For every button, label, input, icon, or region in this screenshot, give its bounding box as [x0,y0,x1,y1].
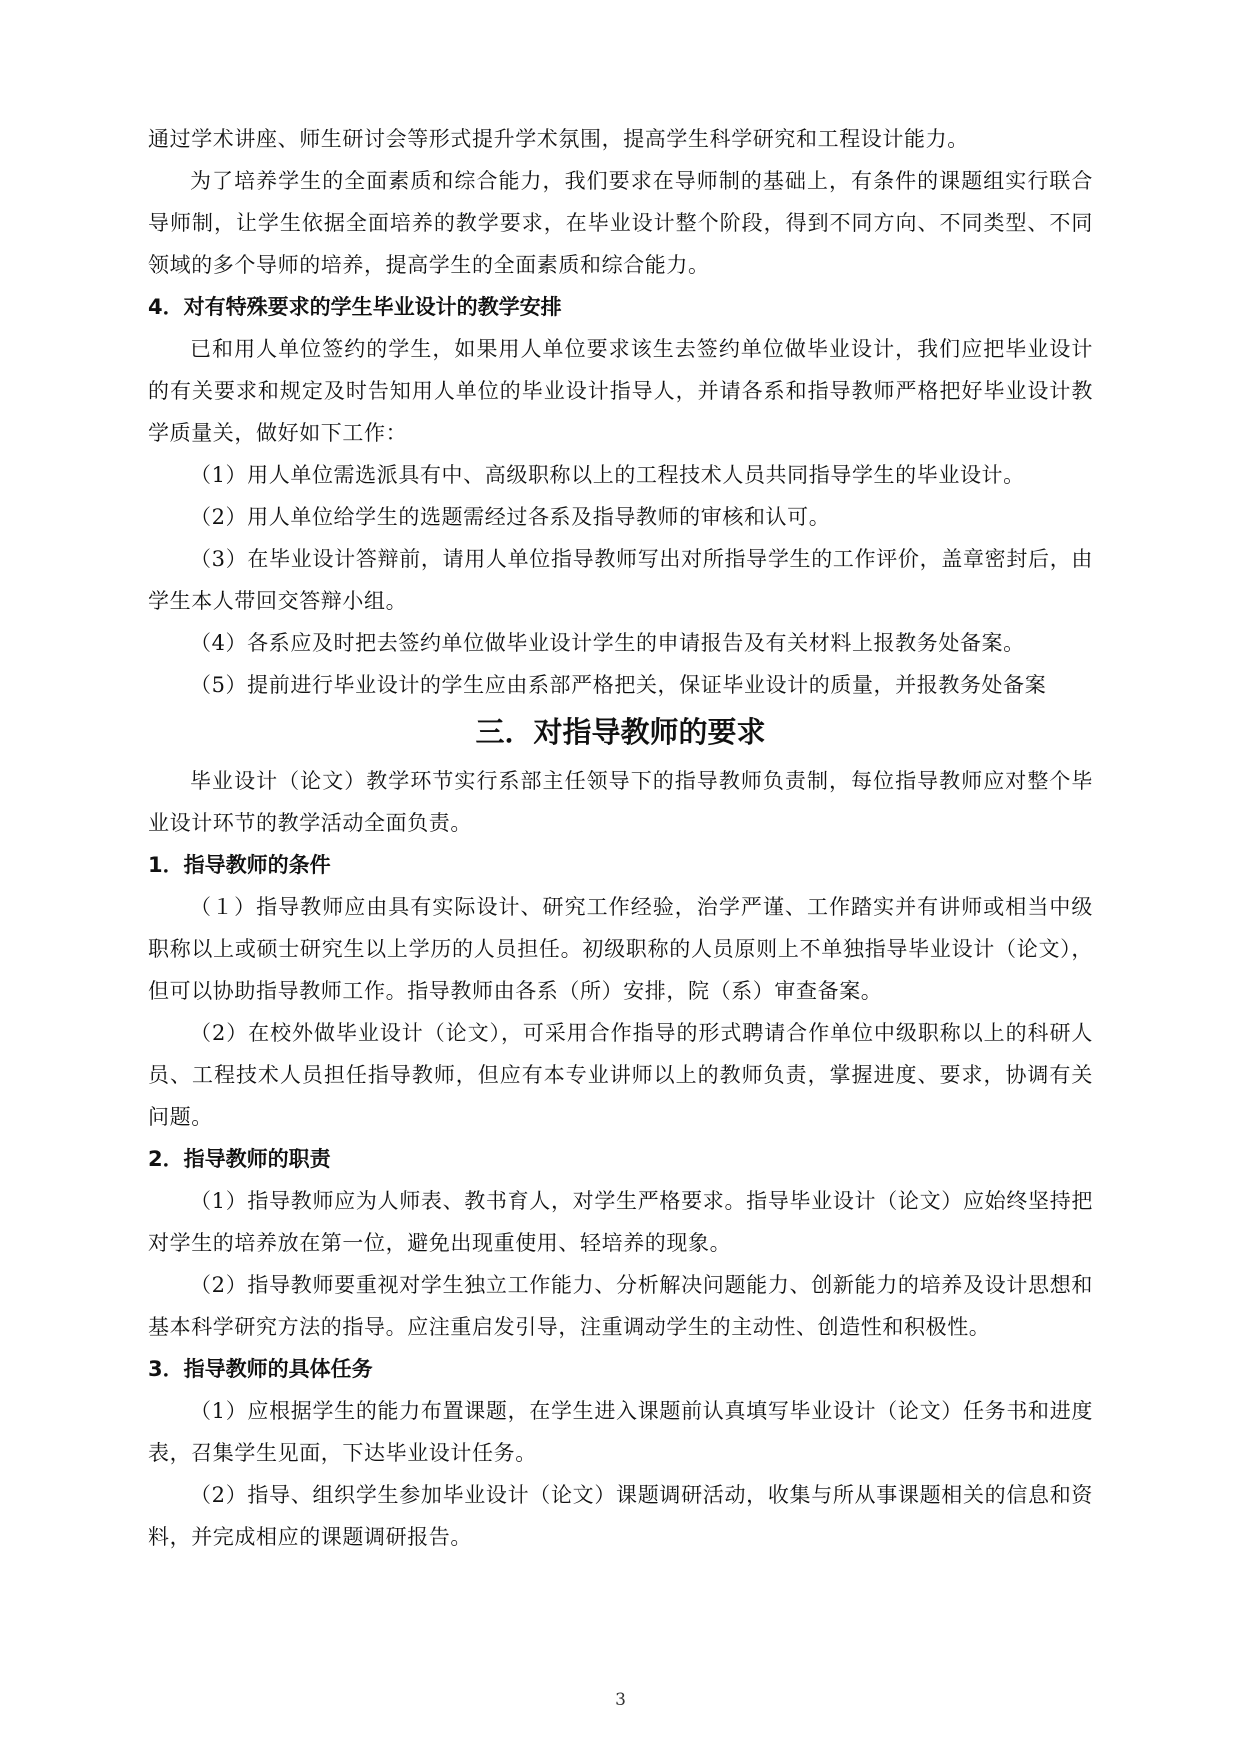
section-4-intro: 已和用人单位签约的学生，如果用人单位要求该生去签约单位做毕业设计，我们应把毕业设计的有关要求和规定及时告知用人单位的毕业设计指导人，并请各系和指导教师严格把好毕业设计教学质量关，做好如下工作： [148,337,1093,445]
page-number: 3 [615,1690,626,1710]
paragraph-continued: 通过学术讲座、师生研讨会等形式提升学术氛围，提高学生科学研究和工程设计能力。 [148,127,969,151]
section-4-item-2: （2）用人单位给学生的选题需经过各系及指导教师的审核和认可。 [190,505,831,529]
paragraph-joint-mentorship: 为了培养学生的全面素质和综合能力，我们要求在导师制的基础上，有条件的课题组实行联合导师制，让学生依据全面培养的教学要求，在毕业设计整个阶段，得到不同方向、不同类型、不同领域的多个导师的培养，提高学生的全面素质和综合能力。 [148,169,1093,277]
section-4-item-5: （5）提前进行毕业设计的学生应由系部严格把关，保证毕业设计的质量，并报教务处备案 [190,673,1047,697]
subsection-1-item-2: （2）在校外做毕业设计（论文），可采用合作指导的形式聘请合作单位中级职称以上的科研人员、工程技术人员担任指导教师，但应有本专业讲师以上的教师负责，掌握进度、要求，协调有关问题。 [148,1021,1093,1129]
page-body [148,118,1093,1558]
section-4-item-3: （3）在毕业设计答辩前，请用人单位指导教师写出对所指导学生的工作评价，盖章密封后，由学生本人带回交答辩小组。 [148,547,1093,613]
section-4-item-1: （1）用人单位需选派具有中、高级职称以上的工程技术人员共同指导学生的毕业设计。 [190,463,1025,487]
section-4-heading: 4．对有特殊要求的学生毕业设计的教学安排 [148,295,562,319]
subsection-1-heading: 1．指导教师的条件 [148,853,331,877]
subsection-1-item-1: （１）指导教师应由具有实际设计、研究工作经验，治学严谨、工作踏实并有讲师或相当中级职称以上或硕士研究生以上学历的人员担任。初级职称的人员原则上不单独指导毕业设计（论文），但可以协助指导教师工作。指导教师由各系（所）安排，院（系）审查备案。 [148,895,1093,1003]
subsection-2-item-2: （2）指导教师要重视对学生独立工作能力、分析解决问题能力、创新能力的培养及设计思想和基本科学研究方法的指导。应注重启发引导，注重调动学生的主动性、创造性和积极性。 [148,1273,1093,1339]
subsection-2-item-1: （1）指导教师应为人师表、教书育人，对学生严格要求。指导毕业设计（论文）应始终坚持把对学生的培养放在第一位，避免出现重使用、轻培养的现象。 [148,1189,1093,1255]
chapter-3-intro: 毕业设计（论文）教学环节实行系部主任领导下的指导教师负责制，每位指导教师应对整个毕业设计环节的教学活动全面负责。 [148,769,1093,835]
subsection-3-item-2: （2）指导、组织学生参加毕业设计（论文）课题调研活动，收集与所从事课题相关的信息和资料，并完成相应的课题调研报告。 [148,1483,1093,1549]
subsection-2-heading: 2．指导教师的职责 [148,1147,331,1171]
subsection-3-item-1: （1）应根据学生的能力布置课题，在学生进入课题前认真填写毕业设计（论文）任务书和进度表，召集学生见面，下达毕业设计任务。 [148,1399,1093,1465]
subsection-3-heading: 3．指导教师的具体任务 [148,1357,373,1381]
chapter-3-title: 三．对指导教师的要求 [475,715,766,749]
section-4-item-4: （4）各系应及时把去签约单位做毕业设计学生的申请报告及有关材料上报教务处备案。 [190,631,1025,655]
